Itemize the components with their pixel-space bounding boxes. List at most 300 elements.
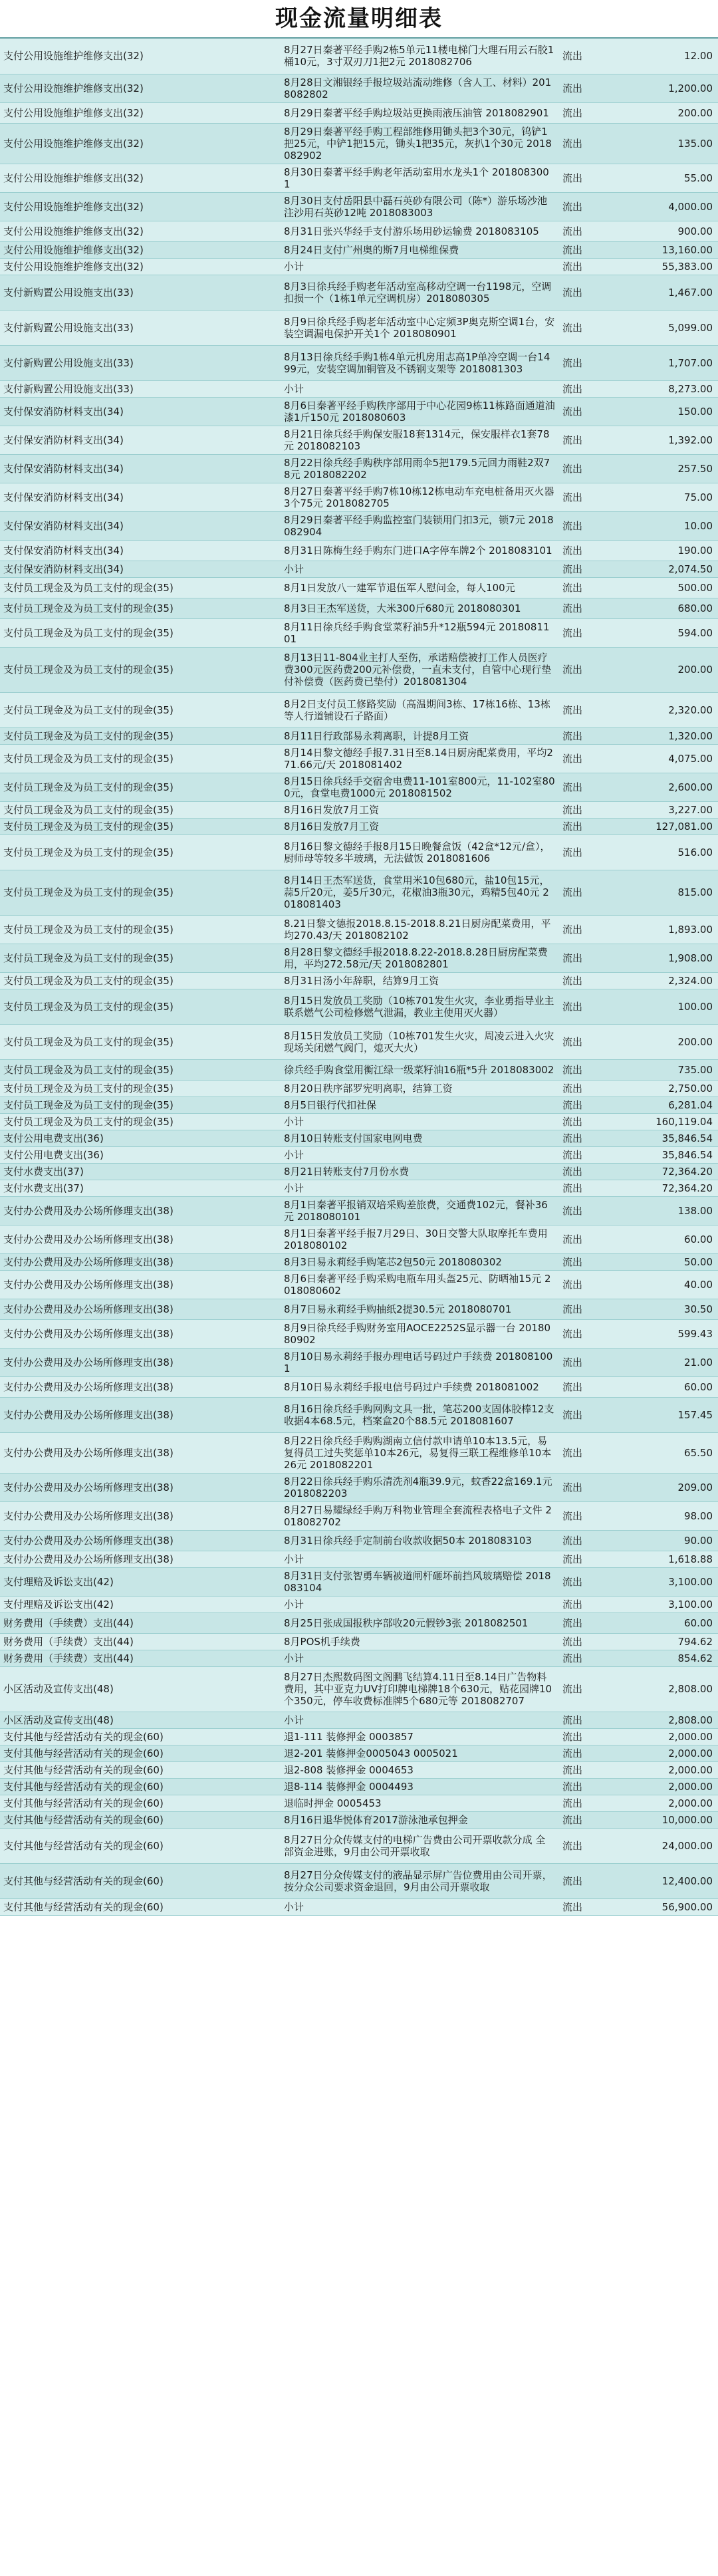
direction-cell: 流出: [558, 1828, 622, 1863]
direction-cell: 流出: [558, 102, 622, 123]
category-cell: 支付公用电费支出(36): [0, 1146, 281, 1163]
direction-cell: 流出: [558, 1530, 622, 1551]
amount-cell: 135.00: [622, 123, 718, 164]
amount-cell: 1,392.00: [622, 426, 718, 454]
description-cell: 8月30日支付岳阳县中磊石英砂有限公司（陈*）游乐场沙池注沙用石英砂12吨 2018083003: [281, 192, 558, 221]
amount-cell: 60.00: [622, 1612, 718, 1633]
category-cell: 支付员工现金及为员工支付的现金(35): [0, 944, 281, 972]
description-cell: 8月30日秦著平经手购老年活动室用水龙头1个 2018083001: [281, 164, 558, 192]
table-row: [0, 647, 718, 692]
category-cell: 支付保安消防材料支出(34): [0, 540, 281, 561]
amount-cell: 3,227.00: [622, 801, 718, 818]
description-cell: 8月31日张兴华经手支付游乐场用砂运输费 2018083105: [281, 221, 558, 241]
category-cell: 支付其他与经营活动有关的现金(60): [0, 1811, 281, 1828]
description-cell: 8月6日秦著平经手购秩序部用于中心花园9栋11栋路面通道油漆1斤150元 2018080603: [281, 397, 558, 426]
direction-cell: 流出: [558, 835, 622, 870]
description-cell: 小计: [281, 1650, 558, 1666]
description-cell: 8月27日杰熙数码图文阁鹏飞结算4.11日至8.14日广告物料费用，其中亚克力UV打印牌电梯牌18个630元，贴花园牌10个350元，停车收费标准牌5个680元等 2018082707: [281, 1666, 558, 1712]
direction-cell: 流出: [558, 1163, 622, 1180]
amount-cell: 1,707.00: [622, 345, 718, 380]
table-row: [0, 1863, 718, 1898]
category-cell: 支付理赔及诉讼支出(42): [0, 1567, 281, 1596]
amount-cell: 13,160.00: [622, 241, 718, 258]
amount-cell: 2,000.00: [622, 1795, 718, 1811]
category-cell: 支付员工现金及为员工支付的现金(35): [0, 773, 281, 801]
amount-cell: 200.00: [622, 647, 718, 692]
category-cell: 支付其他与经营活动有关的现金(60): [0, 1745, 281, 1761]
table-row: [0, 1761, 718, 1778]
description-cell: 8月31日陈梅生经手购东门进口A字停车牌2个 2018083101: [281, 540, 558, 561]
amount-cell: 35,846.54: [622, 1130, 718, 1146]
direction-cell: 流出: [558, 972, 622, 989]
description-cell: 8月31日徐兵经手定制前台收款收据50本 2018083103: [281, 1530, 558, 1551]
description-cell: 8月2日支付员工修路奖励（高温期间3栋、17栋16栋、13栋等人行道铺设石子路面）: [281, 692, 558, 727]
table-row: [0, 258, 718, 275]
table-row: [0, 598, 718, 618]
amount-cell: 40.00: [622, 1270, 718, 1299]
category-cell: 支付员工现金及为员工支付的现金(35): [0, 870, 281, 915]
description-cell: 8月24日支付广州奥的斯7月电梯维保费: [281, 241, 558, 258]
table-row: [0, 1473, 718, 1501]
amount-cell: 794.62: [622, 1633, 718, 1650]
category-cell: 支付员工现金及为员工支付的现金(35): [0, 618, 281, 647]
direction-cell: 流出: [558, 1761, 622, 1778]
table-row: [0, 123, 718, 164]
amount-cell: 2,000.00: [622, 1728, 718, 1745]
table-row: [0, 1633, 718, 1650]
description-cell: 8月6日秦著平经手购采购电瓶车用头盔25元、防晒袖15元 2018080602: [281, 1270, 558, 1299]
table-body: [0, 39, 718, 1915]
category-cell: 支付员工现金及为员工支付的现金(35): [0, 1080, 281, 1096]
direction-cell: 流出: [558, 310, 622, 345]
category-cell: 支付新购置公用设施支出(33): [0, 380, 281, 397]
amount-cell: 5,099.00: [622, 310, 718, 345]
table-row: [0, 1397, 718, 1432]
direction-cell: 流出: [558, 773, 622, 801]
category-cell: 支付办公费用及办公场所修理支出(38): [0, 1376, 281, 1397]
table-row: [0, 397, 718, 426]
amount-cell: 4,000.00: [622, 192, 718, 221]
category-cell: 支付员工现金及为员工支付的现金(35): [0, 1024, 281, 1059]
amount-cell: 735.00: [622, 1059, 718, 1080]
direction-cell: 流出: [558, 989, 622, 1024]
category-cell: 支付员工现金及为员工支付的现金(35): [0, 835, 281, 870]
amount-cell: 516.00: [622, 835, 718, 870]
direction-cell: 流出: [558, 1473, 622, 1501]
amount-cell: 157.45: [622, 1397, 718, 1432]
direction-cell: 流出: [558, 426, 622, 454]
table-row: [0, 164, 718, 192]
direction-cell: 流出: [558, 258, 622, 275]
table-row: [0, 1348, 718, 1376]
category-cell: 财务费用（手续费）支出(44): [0, 1612, 281, 1633]
category-cell: 支付新购置公用设施支出(33): [0, 310, 281, 345]
direction-cell: 流出: [558, 1024, 622, 1059]
table-row: [0, 241, 718, 258]
amount-cell: 6,281.04: [622, 1096, 718, 1113]
category-cell: 支付新购置公用设施支出(33): [0, 275, 281, 310]
table-row: [0, 1096, 718, 1113]
table-row: [0, 618, 718, 647]
amount-cell: 2,808.00: [622, 1666, 718, 1712]
amount-cell: 900.00: [622, 221, 718, 241]
table-row: [0, 1728, 718, 1745]
amount-cell: 50.00: [622, 1253, 718, 1270]
table-row: [0, 1299, 718, 1319]
table-row: [0, 1113, 718, 1130]
direction-cell: 流出: [558, 397, 622, 426]
direction-cell: 流出: [558, 1146, 622, 1163]
direction-cell: 流出: [558, 483, 622, 511]
table-row: [0, 989, 718, 1024]
description-cell: 小计: [281, 1180, 558, 1196]
description-cell: 8月1日发放八一建军节退伍军人慰问金，每人100元: [281, 577, 558, 598]
table-row: [0, 1811, 718, 1828]
category-cell: 支付公用设施维护维修支出(32): [0, 164, 281, 192]
amount-cell: 90.00: [622, 1530, 718, 1551]
direction-cell: 流出: [558, 692, 622, 727]
amount-cell: 854.62: [622, 1650, 718, 1666]
amount-cell: 60.00: [622, 1376, 718, 1397]
description-cell: 退临时押金 0005453: [281, 1795, 558, 1811]
category-cell: 支付办公费用及办公场所修理支出(38): [0, 1319, 281, 1348]
description-cell: 8月21日徐兵经手购保安服18套1314元，保安服样衣1套78元 2018082103: [281, 426, 558, 454]
category-cell: 支付办公费用及办公场所修理支出(38): [0, 1551, 281, 1567]
category-cell: 支付员工现金及为员工支付的现金(35): [0, 647, 281, 692]
description-cell: 退2-201 装修押金0005043 0005021: [281, 1745, 558, 1761]
category-cell: 支付员工现金及为员工支付的现金(35): [0, 577, 281, 598]
amount-cell: 1,200.00: [622, 74, 718, 102]
table-row: [0, 1778, 718, 1795]
table-row: [0, 1163, 718, 1180]
direction-cell: 流出: [558, 1567, 622, 1596]
direction-cell: 流出: [558, 944, 622, 972]
description-cell: 小计: [281, 258, 558, 275]
category-cell: 支付员工现金及为员工支付的现金(35): [0, 727, 281, 744]
table-row: [0, 1666, 718, 1712]
description-cell: 8月31日支付张智勇车辆被道闸杆砸坏前挡风玻璃赔偿 2018083104: [281, 1567, 558, 1596]
table-row: [0, 944, 718, 972]
table-row: [0, 1146, 718, 1163]
direction-cell: 流出: [558, 1633, 622, 1650]
category-cell: 支付公用设施维护维修支出(32): [0, 74, 281, 102]
amount-cell: 4,075.00: [622, 744, 718, 773]
amount-cell: 24,000.00: [622, 1828, 718, 1863]
description-cell: 8月11日行政部易永莉离职，计提8月工资: [281, 727, 558, 744]
description-cell: 8月16日退华悦体育2017游泳池承包押金: [281, 1811, 558, 1828]
table-row: [0, 1650, 718, 1666]
amount-cell: 72,364.20: [622, 1163, 718, 1180]
category-cell: 支付其他与经营活动有关的现金(60): [0, 1828, 281, 1863]
direction-cell: 流出: [558, 1898, 622, 1915]
direction-cell: 流出: [558, 818, 622, 835]
description-cell: 8月16日发放7月工资: [281, 818, 558, 835]
direction-cell: 流出: [558, 1728, 622, 1745]
category-cell: 支付理赔及诉讼支出(42): [0, 1596, 281, 1612]
description-cell: 退1-111 装修押金 0003857: [281, 1728, 558, 1745]
table-row: [0, 74, 718, 102]
table-row: [0, 1745, 718, 1761]
description-cell: 8月27日易耀绿经手购万科物业管理全套流程表格电子文件 2018082702: [281, 1501, 558, 1530]
amount-cell: 8,273.00: [622, 380, 718, 397]
category-cell: 支付员工现金及为员工支付的现金(35): [0, 972, 281, 989]
table-row: [0, 972, 718, 989]
amount-cell: 594.00: [622, 618, 718, 647]
description-cell: 8月14日黎文德经手报7.31日至8.14日厨房配菜费用，平均271.66元/天 2018081402: [281, 744, 558, 773]
direction-cell: 流出: [558, 1811, 622, 1828]
table-row: [0, 1551, 718, 1567]
description-cell: 8月1日秦著平经手报7月29日、30日交警大队取摩托车费用 2018080102: [281, 1225, 558, 1253]
direction-cell: 流出: [558, 1253, 622, 1270]
table-row: [0, 426, 718, 454]
table-row: [0, 727, 718, 744]
table-row: [0, 39, 718, 74]
description-cell: 8月15日发放员工奖励（10栋701发生火灾，李业勇指导业主联系燃气公司检修燃气泄漏，教业主使用灭火器）: [281, 989, 558, 1024]
description-cell: 8月13日徐兵经手购1栋4单元机房用志高1P单冷空调一台1499元，安装空调加铜管及不锈钢支架等 2018081303: [281, 345, 558, 380]
category-cell: 支付办公费用及办公场所修理支出(38): [0, 1348, 281, 1376]
description-cell: 8月27日秦著平经手购2栋5单元11楼电梯门大理石用云石胶1桶10元，3寸双刃刀1把2元 2018082706: [281, 39, 558, 74]
table-row: [0, 1130, 718, 1146]
amount-cell: 12,400.00: [622, 1863, 718, 1898]
direction-cell: 流出: [558, 164, 622, 192]
amount-cell: 500.00: [622, 577, 718, 598]
direction-cell: 流出: [558, 1863, 622, 1898]
direction-cell: 流出: [558, 1795, 622, 1811]
category-cell: 支付其他与经营活动有关的现金(60): [0, 1795, 281, 1811]
table-row: [0, 1196, 718, 1225]
table-row: [0, 1059, 718, 1080]
amount-cell: 10.00: [622, 511, 718, 540]
description-cell: 8月13日11-804业主打人至伤，承诺赔偿被打工作人员医疗费300元医药费200元补偿费，一直未支付，自管中心现行垫付补偿费（医药费已垫付）2018081304: [281, 647, 558, 692]
amount-cell: 150.00: [622, 397, 718, 426]
category-cell: 支付公用设施维护维修支出(32): [0, 258, 281, 275]
table-row: [0, 1530, 718, 1551]
table-row: [0, 1225, 718, 1253]
amount-cell: 815.00: [622, 870, 718, 915]
table-row: [0, 744, 718, 773]
description-cell: 8月7日易永莉经手购抽纸2提30.5元 2018080701: [281, 1299, 558, 1319]
direction-cell: 流出: [558, 1270, 622, 1299]
description-cell: 8月3日王杰军送货，大米300斤680元 2018080301: [281, 598, 558, 618]
direction-cell: 流出: [558, 870, 622, 915]
description-cell: 小计: [281, 1712, 558, 1728]
category-cell: 支付保安消防材料支出(34): [0, 397, 281, 426]
direction-cell: 流出: [558, 1666, 622, 1712]
table-row: [0, 540, 718, 561]
amount-cell: 55,383.00: [622, 258, 718, 275]
description-cell: 8月29日秦著平经手购工程部维修用锄头把3个30元，钨铲1把25元，中铲1把15元，锄头1把35元，灰扒1个30元 2018082902: [281, 123, 558, 164]
table-row: [0, 1501, 718, 1530]
category-cell: 支付办公费用及办公场所修理支出(38): [0, 1432, 281, 1473]
category-cell: 支付员工现金及为员工支付的现金(35): [0, 692, 281, 727]
amount-cell: 257.50: [622, 454, 718, 483]
category-cell: 支付员工现金及为员工支付的现金(35): [0, 989, 281, 1024]
category-cell: 支付公用设施维护维修支出(32): [0, 39, 281, 74]
table-row: [0, 102, 718, 123]
description-cell: 8月28日文湘银经手报垃圾站流动维修（含人工、材料）2018082802: [281, 74, 558, 102]
category-cell: 支付公用设施维护维修支出(32): [0, 102, 281, 123]
table-row: [0, 915, 718, 944]
table-row: [0, 1612, 718, 1633]
amount-cell: 200.00: [622, 102, 718, 123]
direction-cell: 流出: [558, 1299, 622, 1319]
table-row: [0, 221, 718, 241]
amount-cell: 1,908.00: [622, 944, 718, 972]
description-cell: 退8-114 装修押金 0004493: [281, 1778, 558, 1795]
amount-cell: 56,900.00: [622, 1898, 718, 1915]
category-cell: 支付保安消防材料支出(34): [0, 483, 281, 511]
direction-cell: 流出: [558, 915, 622, 944]
description-cell: 8月20日秩序部罗宪明离职，结算工资: [281, 1080, 558, 1096]
category-cell: 支付员工现金及为员工支付的现金(35): [0, 1096, 281, 1113]
amount-cell: 98.00: [622, 1501, 718, 1530]
category-cell: 支付公用设施维护维修支出(32): [0, 221, 281, 241]
category-cell: 支付办公费用及办公场所修理支出(38): [0, 1253, 281, 1270]
direction-cell: 流出: [558, 1180, 622, 1196]
amount-cell: 30.50: [622, 1299, 718, 1319]
category-cell: 支付员工现金及为员工支付的现金(35): [0, 915, 281, 944]
table-row: [0, 1376, 718, 1397]
description-cell: 小计: [281, 561, 558, 577]
direction-cell: 流出: [558, 1096, 622, 1113]
amount-cell: 65.50: [622, 1432, 718, 1473]
category-cell: 支付员工现金及为员工支付的现金(35): [0, 1113, 281, 1130]
amount-cell: 3,100.00: [622, 1567, 718, 1596]
table-row: [0, 345, 718, 380]
category-cell: 支付办公费用及办公场所修理支出(38): [0, 1270, 281, 1299]
direction-cell: 流出: [558, 561, 622, 577]
direction-cell: 流出: [558, 1376, 622, 1397]
direction-cell: 流出: [558, 1397, 622, 1432]
amount-cell: 2,000.00: [622, 1761, 718, 1778]
direction-cell: 流出: [558, 1712, 622, 1728]
direction-cell: 流出: [558, 1080, 622, 1096]
amount-cell: 2,808.00: [622, 1712, 718, 1728]
category-cell: 支付员工现金及为员工支付的现金(35): [0, 1059, 281, 1080]
category-cell: 支付其他与经营活动有关的现金(60): [0, 1778, 281, 1795]
description-cell: 8月11日徐兵经手购食堂菜籽油5升*12瓶594元 2018081101: [281, 618, 558, 647]
table-row: [0, 454, 718, 483]
description-cell: 8月22日徐兵经手购秩序部用雨伞5把179.5元回力雨鞋2双78元 2018082202: [281, 454, 558, 483]
category-cell: 支付公用设施维护维修支出(32): [0, 192, 281, 221]
table-row: [0, 1795, 718, 1811]
direction-cell: 流出: [558, 1612, 622, 1633]
amount-cell: 680.00: [622, 598, 718, 618]
amount-cell: 2,324.00: [622, 972, 718, 989]
category-cell: 小区活动及宣传支出(48): [0, 1712, 281, 1728]
category-cell: 支付其他与经营活动有关的现金(60): [0, 1761, 281, 1778]
description-cell: 小计: [281, 1596, 558, 1612]
description-cell: 8月14日王杰军送货，食堂用米10包680元，盐10包15元，蒜5斤20元，姜5斤30元，花椒油3瓶30元，鸡精5包40元 2018081403: [281, 870, 558, 915]
category-cell: 支付保安消防材料支出(34): [0, 454, 281, 483]
description-cell: 8月10日转账支付国家电网电费: [281, 1130, 558, 1146]
amount-cell: 72,364.20: [622, 1180, 718, 1196]
description-cell: 8月15日徐兵经手交宿舍电费11-101室800元，11-102室800元，食堂电费1000元 2018081502: [281, 773, 558, 801]
direction-cell: 流出: [558, 1196, 622, 1225]
category-cell: 支付员工现金及为员工支付的现金(35): [0, 744, 281, 773]
category-cell: 支付其他与经营活动有关的现金(60): [0, 1898, 281, 1915]
amount-cell: 160,119.04: [622, 1113, 718, 1130]
description-cell: 8月27日分众传媒支付的液晶显示屏广告位费用由公司开票，按分众公司要求资金退回，9月由公司开票收取: [281, 1863, 558, 1898]
category-cell: 支付公用电费支出(36): [0, 1130, 281, 1146]
table-row: [0, 1024, 718, 1059]
page-title: 现金流量明细表: [0, 0, 718, 39]
amount-cell: 12.00: [622, 39, 718, 74]
direction-cell: 流出: [558, 221, 622, 241]
table-row: [0, 1180, 718, 1196]
amount-cell: 209.00: [622, 1473, 718, 1501]
table-row: [0, 1080, 718, 1096]
description-cell: 8月16日发放7月工资: [281, 801, 558, 818]
direction-cell: 流出: [558, 123, 622, 164]
category-cell: 支付公用设施维护维修支出(32): [0, 241, 281, 258]
direction-cell: 流出: [558, 1432, 622, 1473]
category-cell: 支付办公费用及办公场所修理支出(38): [0, 1299, 281, 1319]
table-row: [0, 192, 718, 221]
direction-cell: 流出: [558, 511, 622, 540]
direction-cell: 流出: [558, 647, 622, 692]
table-row: [0, 380, 718, 397]
amount-cell: 138.00: [622, 1196, 718, 1225]
table-row: [0, 1253, 718, 1270]
category-cell: 支付水费支出(37): [0, 1180, 281, 1196]
amount-cell: 100.00: [622, 989, 718, 1024]
table-row: [0, 511, 718, 540]
description-cell: 徐兵经手购食堂用衡江绿一级菜籽油16瓶*5升 2018083002: [281, 1059, 558, 1080]
description-cell: 8月31日汤小年辞职，结算9月工资: [281, 972, 558, 989]
category-cell: 财务费用（手续费）支出(44): [0, 1650, 281, 1666]
amount-cell: 2,600.00: [622, 773, 718, 801]
amount-cell: 10,000.00: [622, 1811, 718, 1828]
table-row: [0, 1712, 718, 1728]
description-cell: 8月28日黎文德经手报2018.8.22-2018.8.28日厨房配菜费用，平均272.58元/天 2018082801: [281, 944, 558, 972]
direction-cell: 流出: [558, 380, 622, 397]
cash-flow-table: [0, 39, 718, 1916]
table-row: [0, 870, 718, 915]
table-row: [0, 1828, 718, 1863]
amount-cell: 60.00: [622, 1225, 718, 1253]
direction-cell: 流出: [558, 345, 622, 380]
amount-cell: 200.00: [622, 1024, 718, 1059]
category-cell: 支付办公费用及办公场所修理支出(38): [0, 1473, 281, 1501]
amount-cell: 127,081.00: [622, 818, 718, 835]
description-cell: 8月3日易永莉经手购笔芯2包50元 2018080302: [281, 1253, 558, 1270]
category-cell: 小区活动及宣传支出(48): [0, 1666, 281, 1712]
direction-cell: 流出: [558, 1501, 622, 1530]
direction-cell: 流出: [558, 1059, 622, 1080]
table-row: [0, 275, 718, 310]
direction-cell: 流出: [558, 454, 622, 483]
category-cell: 支付公用设施维护维修支出(32): [0, 123, 281, 164]
description-cell: 8月9日徐兵经手购老年活动室中心定频3P奥克斯空调1台，安装空调漏电保护开关1个 2018080901: [281, 310, 558, 345]
table-row: [0, 773, 718, 801]
amount-cell: 21.00: [622, 1348, 718, 1376]
direction-cell: 流出: [558, 1650, 622, 1666]
table-row: [0, 577, 718, 598]
direction-cell: 流出: [558, 801, 622, 818]
description-cell: 小计: [281, 1113, 558, 1130]
amount-cell: 1,618.88: [622, 1551, 718, 1567]
category-cell: 支付办公费用及办公场所修理支出(38): [0, 1530, 281, 1551]
direction-cell: 流出: [558, 1225, 622, 1253]
description-cell: 8月3日徐兵经手购老年活动室高移动空调一台1198元，空调扣损一个（1栋1单元空调机房）2018080305: [281, 275, 558, 310]
category-cell: 支付保安消防材料支出(34): [0, 511, 281, 540]
direction-cell: 流出: [558, 727, 622, 744]
description-cell: 小计: [281, 1551, 558, 1567]
amount-cell: 1,320.00: [622, 727, 718, 744]
table-row: [0, 1596, 718, 1612]
description-cell: 8月5日银行代扣社保: [281, 1096, 558, 1113]
